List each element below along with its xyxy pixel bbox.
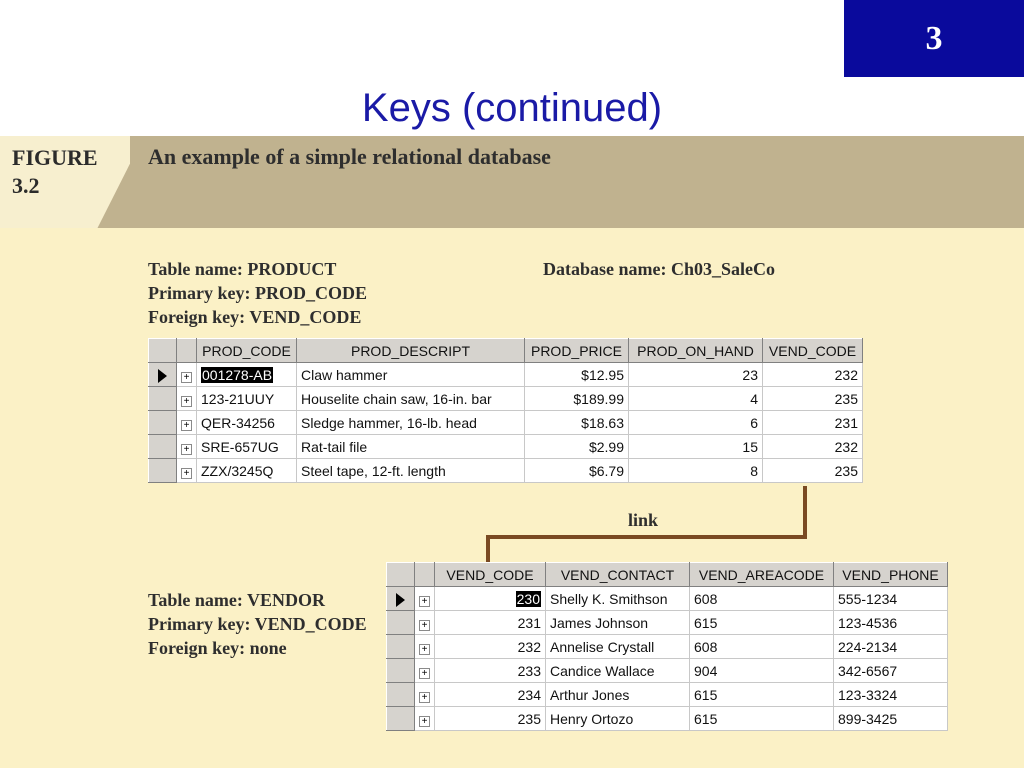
cell-value: Steel tape, 12-ft. length bbox=[301, 462, 446, 479]
cell-value: 23 bbox=[742, 366, 758, 383]
cell-value: $12.95 bbox=[581, 366, 624, 383]
database-name: Database name: Ch03_SaleCo bbox=[543, 259, 775, 279]
row-selector[interactable] bbox=[387, 611, 415, 635]
cell-value: 231 bbox=[517, 614, 541, 631]
vendor-meta bbox=[148, 588, 367, 660]
column-header[interactable]: PROD_PRICE bbox=[525, 339, 629, 363]
cell-value: Rat-tail file bbox=[301, 438, 368, 455]
cell-value: 224-2134 bbox=[838, 638, 898, 655]
cell-value: 615 bbox=[694, 710, 718, 727]
cell-value: 8 bbox=[750, 462, 758, 479]
figure-caption: An example of a simple relational database bbox=[148, 144, 551, 169]
cell-value: 232 bbox=[834, 438, 858, 455]
product-table-name: Table name: PRODUCT bbox=[148, 259, 337, 279]
row-selector[interactable] bbox=[387, 587, 415, 611]
cell-value: Arthur Jones bbox=[550, 686, 630, 703]
cell-value: 235 bbox=[834, 462, 858, 479]
cell-value: 234 bbox=[517, 686, 541, 703]
column-header[interactable]: VEND_PHONE bbox=[834, 563, 948, 587]
cell-value: Shelly K. Smithson bbox=[550, 590, 668, 607]
cell-value: 123-3324 bbox=[838, 686, 898, 703]
cell-value: 123-4536 bbox=[838, 614, 898, 631]
cell-value: $18.63 bbox=[581, 414, 624, 431]
table-cell[interactable] bbox=[690, 683, 834, 707]
cell-value: $2.99 bbox=[588, 438, 624, 455]
cell-value: Sledge hammer, 16-lb. head bbox=[301, 414, 477, 431]
row-selector[interactable] bbox=[387, 707, 415, 731]
table-cell[interactable] bbox=[435, 635, 546, 659]
column-header[interactable]: VEND_CODE bbox=[435, 563, 546, 587]
expand-cell[interactable] bbox=[415, 659, 435, 683]
row-selector[interactable] bbox=[387, 635, 415, 659]
cell-value: 615 bbox=[694, 686, 718, 703]
cell-value: 001278-AB bbox=[202, 366, 273, 383]
cell-value: 232 bbox=[517, 638, 541, 655]
vendor-datasheet bbox=[386, 562, 948, 731]
column-header[interactable]: VEND_CONTACT bbox=[546, 563, 690, 587]
table-cell[interactable] bbox=[546, 611, 690, 635]
expand-plus-icon[interactable]: + bbox=[419, 620, 430, 631]
column-header[interactable]: PROD_CODE bbox=[197, 339, 297, 363]
cell-value: Houselite chain saw, 16-in. bar bbox=[301, 390, 492, 407]
cell-value: 555-1234 bbox=[838, 590, 898, 607]
table-cell[interactable] bbox=[690, 707, 834, 731]
cell-value: 608 bbox=[694, 590, 718, 607]
column-header[interactable]: PROD_ON_HAND bbox=[629, 339, 763, 363]
table-cell[interactable] bbox=[690, 635, 834, 659]
row-selector[interactable] bbox=[387, 659, 415, 683]
figure-label-word: FIGURE bbox=[12, 145, 98, 170]
cell-value: 235 bbox=[834, 390, 858, 407]
table-row[interactable] bbox=[387, 707, 948, 731]
table-cell[interactable] bbox=[546, 707, 690, 731]
table-row[interactable] bbox=[387, 635, 948, 659]
link-label: link bbox=[628, 510, 659, 530]
page-number-badge: 3 bbox=[844, 0, 1024, 77]
expand-cell[interactable] bbox=[415, 611, 435, 635]
table-cell[interactable] bbox=[435, 707, 546, 731]
row-selector-header bbox=[387, 563, 415, 587]
expand-plus-icon[interactable]: + bbox=[419, 596, 430, 607]
cell-value: 4 bbox=[750, 390, 758, 407]
table-cell[interactable] bbox=[435, 683, 546, 707]
product-primary-key: Primary key: PROD_CODE bbox=[148, 283, 367, 303]
table-cell[interactable] bbox=[546, 635, 690, 659]
row-selector[interactable] bbox=[387, 683, 415, 707]
expand-cell[interactable] bbox=[415, 635, 435, 659]
table-cell[interactable] bbox=[834, 659, 948, 683]
table-cell[interactable] bbox=[690, 659, 834, 683]
table-row[interactable] bbox=[387, 587, 948, 611]
cell-value: 15 bbox=[742, 438, 758, 455]
cell-value: QER-34256 bbox=[201, 414, 275, 431]
cell-value: James Johnson bbox=[550, 614, 649, 631]
cell-value: 342-6567 bbox=[838, 662, 898, 679]
table-cell[interactable] bbox=[546, 683, 690, 707]
expand-plus-icon[interactable]: + bbox=[181, 444, 192, 455]
cell-value: 615 bbox=[694, 614, 718, 631]
expand-plus-icon[interactable]: + bbox=[181, 468, 192, 479]
table-cell[interactable] bbox=[690, 611, 834, 635]
cell-value: SRE-657UG bbox=[201, 438, 279, 455]
vendor-foreign-key: Foreign key: none bbox=[148, 638, 287, 658]
table-row[interactable] bbox=[387, 611, 948, 635]
table-row[interactable] bbox=[387, 659, 948, 683]
cell-value: 904 bbox=[694, 662, 718, 679]
cell-value: 6 bbox=[750, 414, 758, 431]
cell-value: 230 bbox=[516, 590, 540, 607]
cell-value: Claw hammer bbox=[301, 366, 388, 383]
table-cell[interactable] bbox=[435, 611, 546, 635]
table-cell[interactable] bbox=[834, 707, 948, 731]
expand-cell[interactable] bbox=[415, 683, 435, 707]
cell-value: 608 bbox=[694, 638, 718, 655]
cell-value: 899-3425 bbox=[838, 710, 898, 727]
column-header[interactable]: PROD_DESCRIPT bbox=[297, 339, 525, 363]
vendor-table-name: Table name: VENDOR bbox=[148, 590, 326, 610]
cell-value: $6.79 bbox=[588, 462, 624, 479]
table-cell[interactable] bbox=[834, 635, 948, 659]
table-cell[interactable] bbox=[435, 659, 546, 683]
table-cell[interactable] bbox=[435, 587, 546, 611]
column-header[interactable]: VEND_AREACODE bbox=[690, 563, 834, 587]
slide-title: Keys (continued) bbox=[361, 86, 663, 130]
expand-cell[interactable] bbox=[415, 587, 435, 611]
table-cell[interactable] bbox=[834, 587, 948, 611]
vendor-primary-key: Primary key: VEND_CODE bbox=[148, 614, 367, 634]
cell-value: 232 bbox=[834, 366, 858, 383]
figure-number: 3.2 bbox=[12, 173, 40, 198]
cell-value: 231 bbox=[834, 414, 858, 431]
vendor-header-row bbox=[387, 563, 948, 587]
expand-plus-icon[interactable]: + bbox=[419, 644, 430, 655]
expand-plus-icon[interactable]: + bbox=[419, 692, 430, 703]
expand-header bbox=[415, 563, 435, 587]
table-cell[interactable] bbox=[834, 683, 948, 707]
product-foreign-key: Foreign key: VEND_CODE bbox=[148, 307, 362, 327]
cell-value: 235 bbox=[517, 710, 541, 727]
expand-plus-icon[interactable]: + bbox=[181, 420, 192, 431]
expand-plus-icon[interactable]: + bbox=[181, 372, 192, 383]
expand-plus-icon[interactable]: + bbox=[181, 396, 192, 407]
cell-value: Henry Ortozo bbox=[550, 710, 634, 727]
column-header[interactable]: VEND_CODE bbox=[763, 339, 863, 363]
table-cell[interactable] bbox=[834, 611, 948, 635]
cell-value: 123-21UUY bbox=[201, 390, 275, 407]
cell-value: ZZX/3245Q bbox=[201, 462, 274, 479]
expand-plus-icon[interactable]: + bbox=[419, 716, 430, 727]
table-cell[interactable] bbox=[546, 659, 690, 683]
expand-cell[interactable] bbox=[415, 707, 435, 731]
current-record-arrow-icon bbox=[396, 593, 405, 607]
table-row[interactable] bbox=[387, 683, 948, 707]
expand-plus-icon[interactable]: + bbox=[419, 668, 430, 679]
cell-value: 233 bbox=[517, 662, 541, 679]
table-cell[interactable] bbox=[546, 587, 690, 611]
cell-value: Annelise Crystall bbox=[550, 638, 655, 655]
cell-value: $189.99 bbox=[573, 390, 624, 407]
table-cell[interactable] bbox=[690, 587, 834, 611]
cell-value: Candice Wallace bbox=[550, 662, 655, 679]
